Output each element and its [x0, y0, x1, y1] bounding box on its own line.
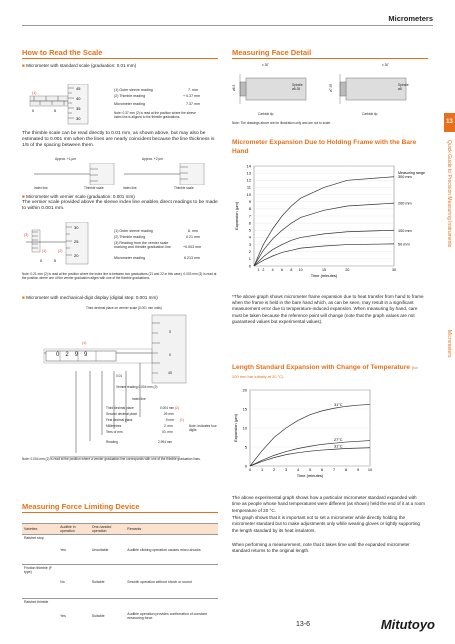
vern-row-label: Micrometer reading — [114, 256, 145, 260]
diagram-label: Index line — [34, 186, 48, 190]
table-header: Audible in operation — [58, 524, 90, 535]
breakdown-label: Second decimal place — [106, 412, 138, 416]
svg-text:(2): (2) — [58, 249, 63, 253]
y-tick-label: 13 — [246, 170, 251, 176]
thimble-number: 0 — [169, 353, 171, 357]
mitutoyo-logo: Mitutoyo — [380, 617, 435, 632]
diagram-label: Index line — [123, 186, 137, 190]
breakdown-label: Tens of mm — [106, 430, 123, 434]
vern-row-value: 6.213 mm — [184, 256, 200, 260]
svg-text:40: 40 — [76, 96, 81, 101]
table-cell: Suitable — [90, 599, 125, 633]
breakdown-value: .09 mm — [163, 412, 174, 416]
y-axis-label: Expansion (µm) — [233, 413, 238, 443]
value-001: 0.01 — [116, 374, 123, 378]
x-tick-label: 0 — [248, 468, 252, 472]
x-tick-label: 2 — [262, 268, 265, 272]
std-row-label: (2) Thimble reading — [114, 94, 146, 98]
section-rule — [22, 512, 218, 513]
series-line — [254, 244, 394, 266]
breakdown-value: .9 mm — [165, 418, 174, 422]
series-label: 31°C — [334, 444, 343, 449]
page-header-title: Micrometers — [388, 14, 433, 23]
y-tick-label: 9 — [248, 199, 251, 205]
sidebar-section-label: Micrometers — [446, 330, 452, 358]
svg-text:(1): (1) — [32, 91, 37, 95]
thimble-number: 45 — [168, 371, 172, 375]
vern-row-value: 0.21 mm — [186, 235, 200, 239]
header-rule — [22, 25, 433, 26]
y-axis-label: Expansion (µm) — [234, 201, 239, 231]
svg-text:0: 0 — [32, 109, 34, 113]
table-cell: Audible clicking operation causes micro-shocks — [125, 535, 218, 565]
y-tick-label: 3 — [248, 241, 251, 247]
digital-micrometer-drawing — [40, 313, 220, 473]
counter-digit: 9 — [74, 352, 85, 358]
svg-text:(3): (3) — [24, 233, 29, 237]
series-label: 100 mm — [398, 228, 412, 233]
svg-text:5: 5 — [54, 259, 56, 263]
page-number: 13-6 — [296, 621, 311, 628]
svg-text:45: 45 — [76, 86, 81, 91]
x-tick-label: 10 — [367, 468, 373, 472]
std-note: Note: 0.37 mm (2) is read at the position where the sleeve index line is aligned to the thimble graduations. — [114, 111, 196, 119]
y-tick-label: 2 — [248, 249, 251, 255]
y-tick-label: 0 — [248, 263, 251, 269]
section-rule — [232, 58, 428, 59]
x-axis-label: Time (minutes) — [296, 473, 324, 478]
svg-text:5: 5 — [54, 109, 56, 113]
chart2-explanation-3: When performing a measurement, note that it takes time until the expanded micrometer standard returns to the original length. — [232, 542, 410, 554]
table-cell: Suitable — [90, 565, 125, 599]
x-tick-label: 8 — [290, 268, 293, 272]
chapter-tab-number: 13 — [446, 119, 453, 125]
y-tick-label: 4 — [248, 234, 251, 240]
approx-label: Approx. +1 µm — [55, 157, 76, 161]
face-note: Note: The drawings above are for illustration only and are not to scale. — [232, 121, 331, 125]
x-tick-label: 3 — [284, 468, 288, 472]
table-row — [22, 565, 218, 599]
std-row-label: Micrometer reading — [114, 102, 145, 106]
breakdown-label: Millimetres — [106, 424, 122, 428]
diagram-label: Thimble scale — [84, 186, 104, 190]
counter-digit: 0 — [56, 352, 66, 358]
x-tick-label: 5 — [308, 468, 312, 472]
counter-digit: 2 — [65, 352, 75, 358]
table-header-row — [22, 524, 218, 535]
series-line — [254, 230, 394, 266]
y-tick-label: 12 — [246, 177, 251, 183]
breakdown-label: First decimal place — [106, 418, 133, 422]
face-label: Spindle ø6.35 — [292, 83, 303, 91]
callout-1b: (1) — [180, 418, 184, 422]
breakdown-value: 0.004 mm — [160, 406, 175, 410]
digital-bullet: ■ Micrometer with mechanical-digit display (digital step: 0.001 mm) — [22, 295, 158, 300]
series-label: 50 mm — [398, 242, 410, 247]
length-standard-title: Length Standard Expansion with Change of Temperature — [232, 364, 410, 371]
vern-row-label: (1) Outer sleeve reading — [114, 229, 153, 233]
x-tick-label: 7 — [332, 468, 336, 472]
x-tick-label: 8 — [344, 468, 348, 472]
vernier-bullet: ■ Micrometer with vernier scale (graduation: 0.001 mm) — [22, 194, 135, 199]
y-tick-label: 11 — [246, 184, 251, 190]
series-label: 31°C — [334, 403, 343, 408]
sidebar-guide-label: Quick Guide to Precision Measuring Instruments — [446, 140, 452, 248]
x-tick-label: 1 — [260, 468, 264, 472]
table-cell: No — [58, 565, 90, 599]
diagram-label: Thimble scale — [174, 186, 194, 190]
x-tick-label: 10 — [298, 268, 303, 272]
svg-text:20: 20 — [74, 253, 79, 258]
vernier-paragraph: The vernier scale provided above the sleeve index line enables direct readings to be made to within 0.001 mm. — [22, 200, 218, 211]
y-tick-label: 20 — [242, 387, 247, 393]
x-tick-label: 4 — [271, 268, 274, 272]
chart-standard-expansion — [232, 386, 392, 484]
face-label: ø7.95 — [329, 83, 334, 93]
chart-hand-expansion — [232, 160, 432, 288]
table-cell: Ratchet stop — [22, 535, 58, 565]
section-title-face-detail: Measuring Face Detail — [232, 48, 312, 57]
face-label: ± 30' — [382, 63, 389, 67]
table-header: One-handed operation — [90, 524, 125, 535]
y-tick-label: 10 — [246, 191, 251, 197]
legend-title: Measuring range — [398, 171, 425, 175]
digital-note: Note: 0.004 mm (2) is read at the position where a vernier graduation line corresponds with one of the thimble graduation lines. — [22, 457, 201, 461]
section-rule — [22, 58, 218, 59]
series-line — [250, 448, 370, 466]
series-line — [250, 404, 370, 466]
vernier-note: Note: 0.21 mm (2) is read at the position where the index line is between two graduations (21 and 22 in this case). 0.003 mm (3) is read at the position where one of the vernier graduation aligns with one of the thimble graduations. — [22, 272, 217, 280]
y-tick-label: 7 — [248, 213, 251, 219]
counter-digit: 9 — [84, 352, 94, 358]
x-tick-label: 6 — [281, 268, 283, 272]
y-tick-label: 14 — [246, 163, 251, 169]
std-row-label: (1) Outer sleeve reading — [114, 88, 153, 92]
svg-text:0: 0 — [40, 259, 42, 263]
breakdown-tag: (2) — [175, 406, 179, 410]
y-tick-label: 10 — [242, 425, 247, 431]
x-tick-label: 30 — [392, 268, 396, 272]
svg-text:30: 30 — [74, 225, 79, 230]
x-tick-label: 6 — [320, 468, 324, 472]
length-standard-subtitle: (for 200 mm bar initially at 20 °C) — [232, 365, 418, 379]
section-title-force-limiting: Measuring Force Limiting Device — [22, 502, 140, 511]
series-label: 27°C — [334, 438, 343, 443]
face-label: ø6.3 — [232, 84, 237, 92]
thimble-number: 5 — [169, 330, 171, 334]
breakdown-value: 00. mm — [162, 430, 173, 434]
standard-scale-drawing — [28, 84, 98, 126]
four-digit-note: Note: Indicates four digits — [189, 424, 217, 432]
table-cell: Smooth operation without shock or sound — [125, 565, 218, 599]
svg-text:35: 35 — [76, 106, 81, 111]
chart1-explanation: *The above graph shows micrometer frame expansion due to heat transfer from hand to frame when the frame is held in the bare hand which, as can be seen, may result in a significant measurement error due to temperature-induced expansion. When measuring by hand, care must be taken because the reference point will change (note that the graph values are not guaranteed values but experimental values). — [232, 294, 424, 324]
counter-display — [56, 353, 93, 359]
face-label: Carbide tip — [258, 112, 274, 116]
y-tick-label: 6 — [248, 220, 251, 226]
chapter-tab — [444, 113, 455, 132]
x-tick-label: 15 — [322, 268, 326, 272]
y-tick-label: 1 — [248, 256, 251, 262]
face-label: Spindle ø8 — [398, 83, 409, 91]
breakdown-label: Reading — [106, 440, 118, 444]
series-label: 200 mm — [398, 201, 412, 206]
svg-text:30: 30 — [76, 116, 81, 121]
series-line — [254, 177, 394, 266]
section-title-expansion-hand: Micrometer Expansion Due to Holding Frame with the Bare Hand — [232, 139, 417, 155]
table-row — [22, 535, 218, 565]
breakdown-label: Third decimal place — [106, 406, 134, 410]
vern-row-value: 6. mm — [188, 229, 198, 233]
table-header: Varieties — [22, 524, 58, 535]
table-header: Remarks — [125, 524, 218, 535]
index-line-label: Index line — [132, 397, 146, 401]
section-title-read-scale: How to Read the Scale — [22, 48, 103, 57]
chart2-explanation-1: The above experimental graph shows how a particular micrometer standard expanded with time as people whose hand temperatures were different (as shown) held the end of it at a room temperature of 20 °C. — [232, 495, 425, 513]
vern-row-label: (2) Thimble reading — [114, 235, 146, 239]
x-axis-label: Time (minutes) — [310, 273, 338, 278]
svg-text:25: 25 — [74, 239, 79, 244]
breakdown-value: 2.994 mm — [158, 440, 173, 444]
face-label: Carbide tip — [362, 112, 378, 116]
face-label: ± 30' — [262, 63, 269, 67]
standard-scale-bullet: ■ Micrometer with standard scale (graduation: 0.01 mm) — [22, 63, 137, 68]
vern-row-label: (3) Reading from the vernier scale marking and thimble graduation line — [114, 241, 171, 250]
table-cell: Unsuitable — [90, 535, 125, 565]
table-cell: Friction thimble (F type) — [22, 565, 58, 599]
std-row-value: 7.37 mm — [186, 102, 200, 106]
vern-row-value: +0.003 mm — [183, 245, 202, 249]
y-tick-label: 0 — [244, 463, 247, 469]
y-tick-label: 15 — [242, 406, 247, 412]
series-label: 300 mm — [398, 175, 412, 180]
y-tick-label: 5 — [248, 227, 251, 233]
std-row-value: + 0.37 mm — [183, 94, 201, 98]
x-tick-label: 4 — [296, 468, 300, 472]
svg-text:(1): (1) — [42, 249, 47, 253]
x-tick-label: 2 — [272, 468, 276, 472]
vernier-scale-drawing — [24, 222, 114, 268]
table-cell: Audible operation provides confirmation of constant measuring force — [125, 599, 218, 633]
approx-label: Approx. +2 µm — [142, 157, 163, 161]
digital-caption: Third decimal place on vernier scale (0.001 mm units) — [86, 306, 162, 310]
x-tick-label: 9 — [356, 468, 360, 472]
table-row — [22, 599, 218, 633]
breakdown-value: 2. mm — [164, 424, 173, 428]
x-tick-label: 20 — [345, 268, 350, 272]
chart2-explanation-2: This graph shows that it is important not to set a micrometer while directly holding the micrometer standard but to make adjustments only while wearing gloves or lightly supporting the length standard by its heat insulators. — [232, 515, 420, 533]
std-row-value: 7. mm — [188, 88, 198, 92]
thimble-paragraph: The thimble scale can be read directly to 0.01 mm, as shown above, but may also be estimated to 0.001 mm when the lines are nearly coincident because the line thickness is 1/5 of the spacing between them. — [22, 131, 215, 148]
table-cell: Yes — [58, 535, 90, 565]
x-tick-label: 1 — [257, 268, 260, 272]
section-title-length-standard — [232, 363, 424, 381]
force-limiting-table — [22, 523, 218, 633]
callout-1: (1) — [82, 341, 87, 345]
y-tick-label: 5 — [244, 444, 247, 450]
series-line — [254, 203, 394, 266]
estimation-drawing — [30, 163, 215, 185]
y-tick-label: 8 — [248, 206, 251, 212]
vernier-reading-label: Vernier reading 0.004 mm (2) — [116, 385, 158, 389]
table-cell: Ratchet thimble — [22, 599, 58, 633]
table-cell: Yes — [58, 599, 90, 633]
